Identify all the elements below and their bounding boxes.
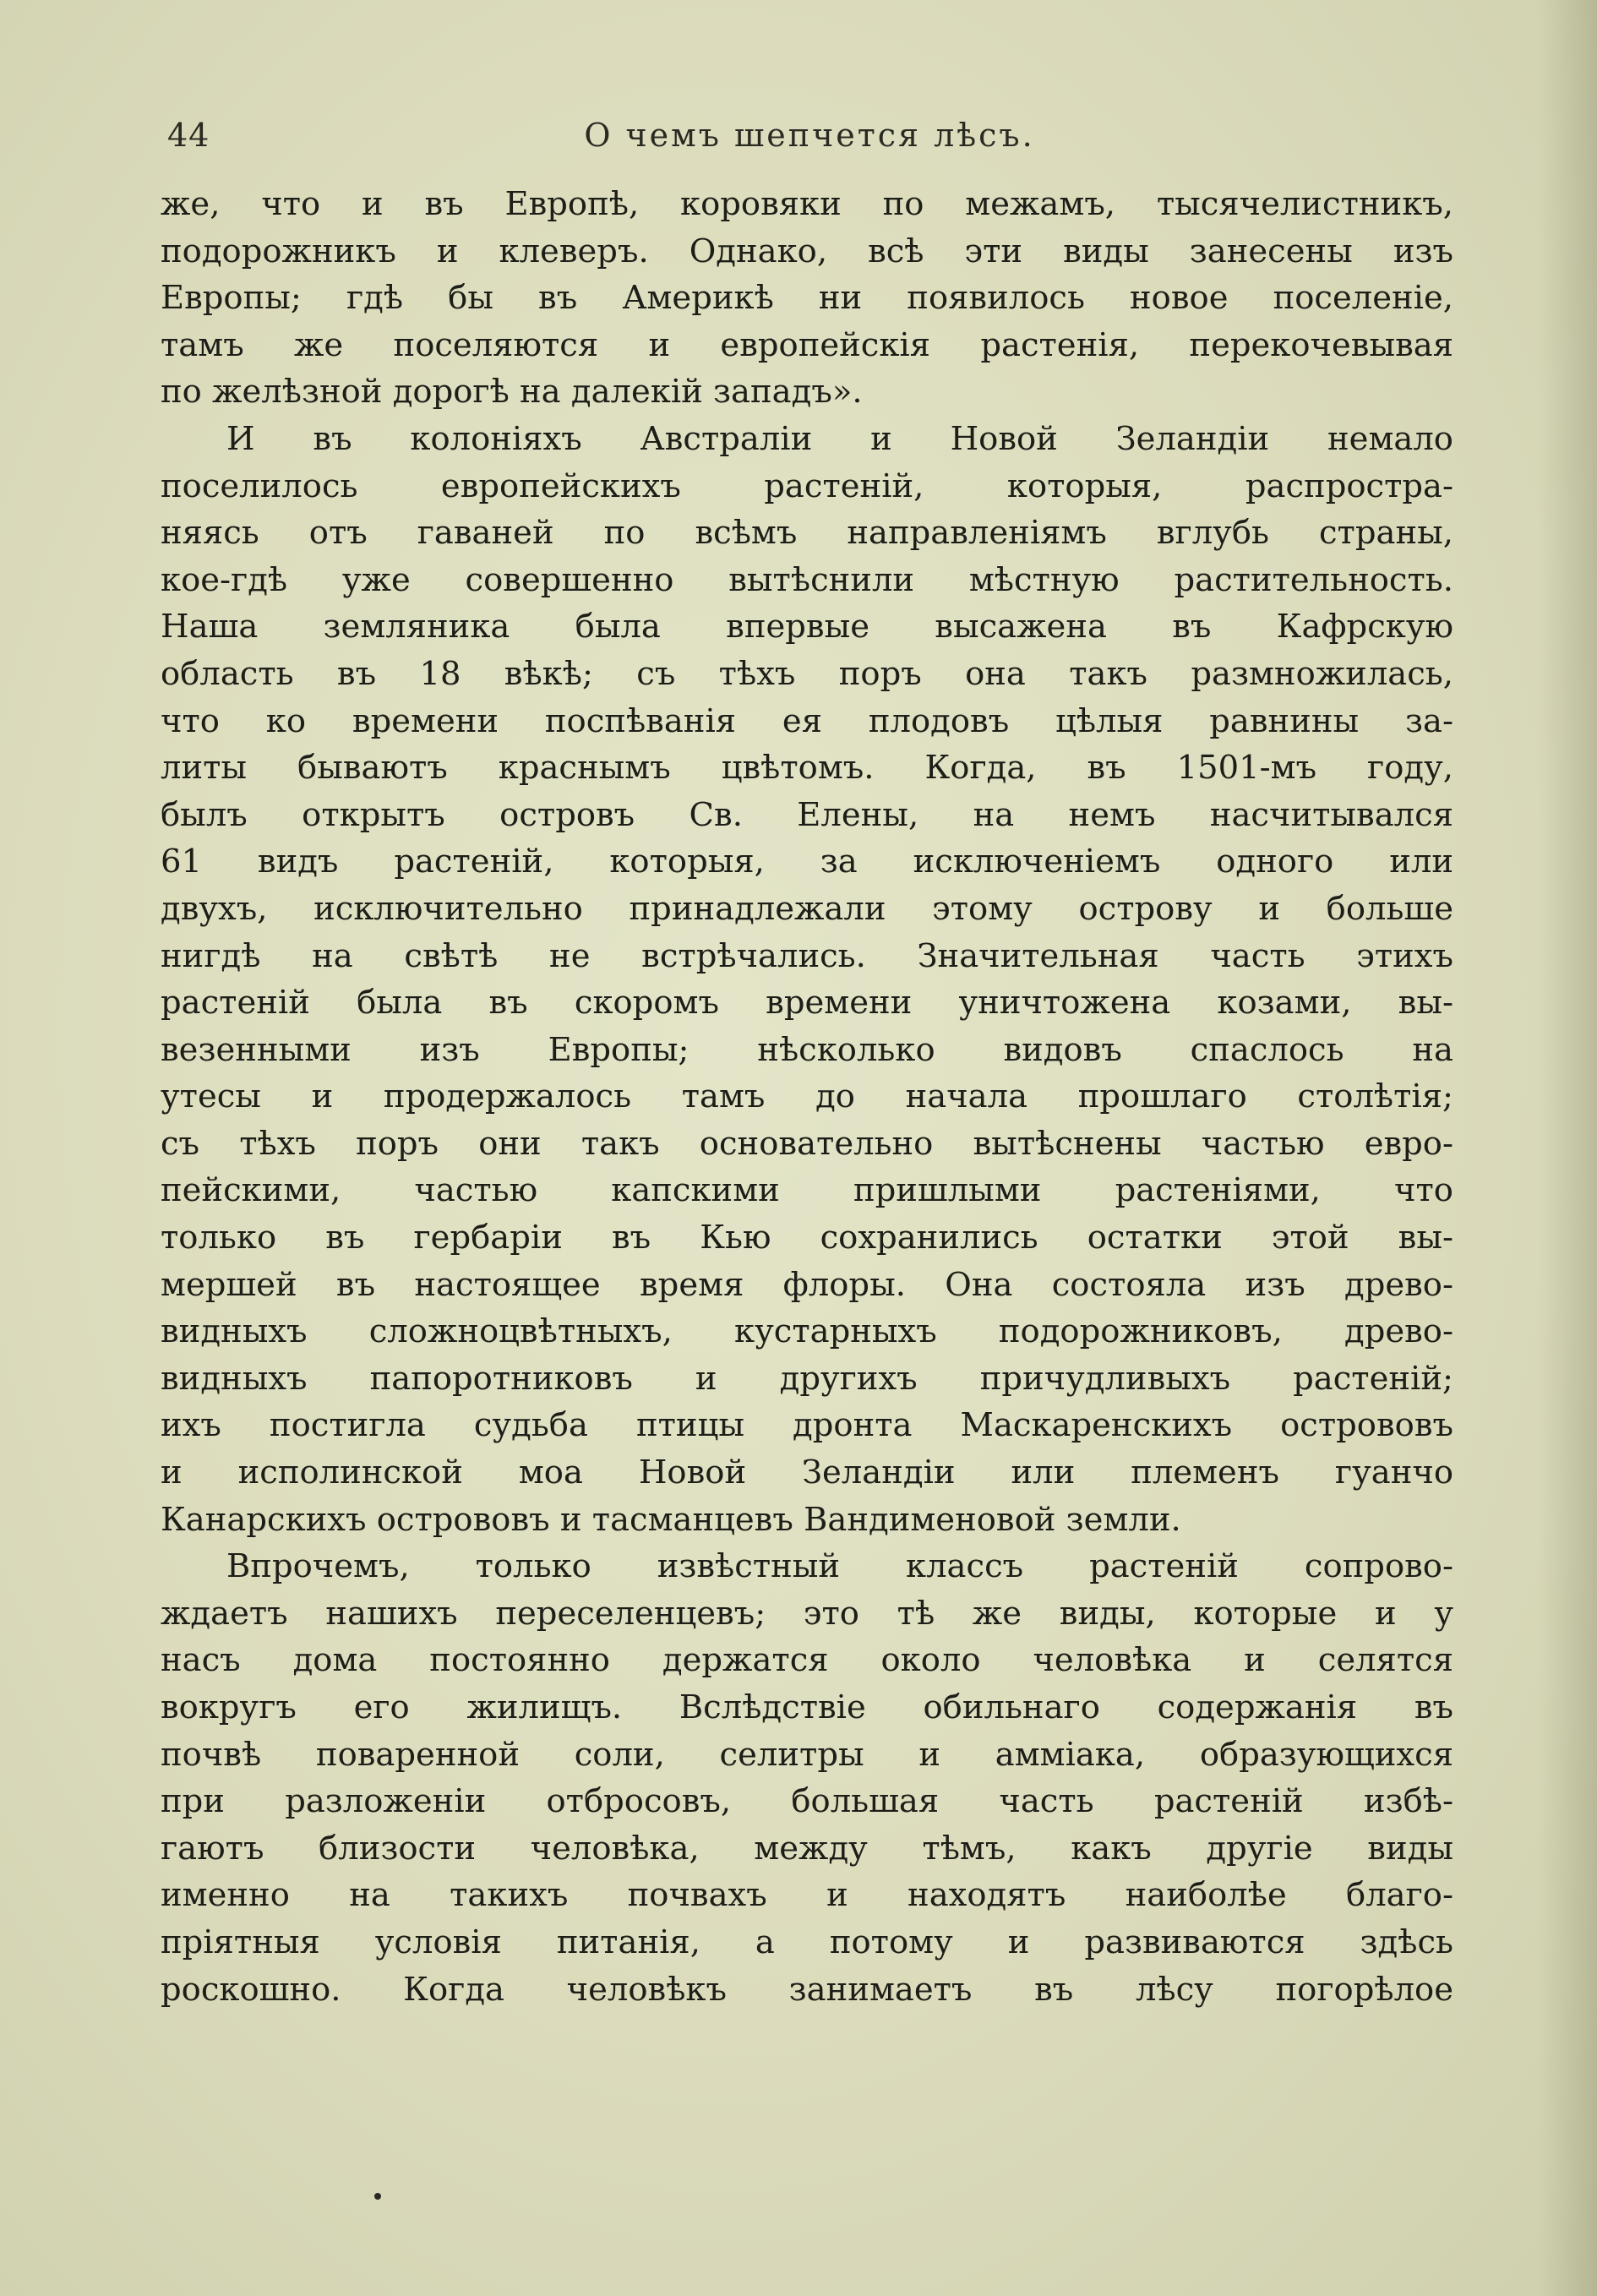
page-header — [167, 117, 1452, 167]
text-line: видныхъ сложноцвѣтныхъ, кустарныхъ подорожниковъ, древо- — [161, 1312, 1453, 1351]
text-line: былъ открытъ островъ Св. Елены, на немъ насчитывался — [161, 795, 1453, 834]
text-line: литы бываютъ краснымъ цвѣтомъ. Когда, въ 1501-мъ году, — [161, 749, 1453, 788]
text-line: утесы и продержалось тамъ до начала прошлаго столѣтія; — [161, 1077, 1453, 1116]
text-line: кое-гдѣ уже совершенно вытѣснили мѣстную растительность. — [161, 560, 1453, 599]
text-line: И въ колоніяхъ Австраліи и Новой Зеландіи немало — [226, 419, 1453, 458]
text-line: гаютъ близости человѣка, между тѣмъ, какъ другіе виды — [161, 1829, 1453, 1868]
text-line: только въ гербаріи въ Кью сохранились остатки этой вы- — [161, 1219, 1453, 1257]
text-line: Европы; гдѣ бы въ Америкѣ ни появилось новое поселеніе, — [161, 279, 1453, 318]
text-line: везенными изъ Европы; нѣсколько видовъ спаслось на — [161, 1030, 1453, 1069]
text-line: ждаетъ нашихъ переселенцевъ; это тѣ же виды, которые и у — [161, 1594, 1453, 1633]
text-line: что ко времени поспѣванія ея плодовъ цѣлыя равнины за- — [161, 701, 1453, 740]
text-line: поселилось европейскихъ растеній, которыя, распростра- — [161, 466, 1453, 505]
running-title: О чемъ шепчется лѣсъ. — [584, 117, 1035, 154]
text-line: съ тѣхъ поръ они такъ основательно вытѣснены частью евро- — [161, 1124, 1453, 1163]
body-text — [161, 181, 1453, 2013]
text-line: видныхъ папоротниковъ и другихъ причудливыхъ растеній; — [161, 1359, 1453, 1398]
text-line: же, что и въ Европѣ, коровяки по межамъ, тысячелистникъ, — [161, 185, 1453, 223]
text-line: вокругъ его жилищъ. Вслѣдствіе обильнаго содержанія въ — [161, 1688, 1453, 1726]
ink-speck — [374, 2193, 381, 2200]
text-line: при разложеніи отбросовъ, большая часть растеній избѣ- — [161, 1782, 1453, 1821]
text-line: пейскими, частью капскими пришлыми растеніями, что — [161, 1171, 1453, 1210]
text-line: насъ дома постоянно держатся около человѣка и селятся — [161, 1641, 1453, 1680]
text-line: няясь отъ гаваней по всѣмъ направленіямъ вглубь страны, — [161, 514, 1453, 553]
text-line: Канарскихъ острововъ и тасманцевъ Вандименовой земли. — [161, 1500, 1181, 1539]
page-gutter-shadow — [1538, 0, 1597, 2296]
text-line: пріятныя условія питанія, а потому и развиваются здѣсь — [161, 1922, 1453, 1961]
text-line: область въ 18 вѣкѣ; съ тѣхъ поръ она такъ размножилась, — [161, 654, 1453, 693]
text-line: ихъ постигла судьба птицы дронта Маскаренскихъ острововъ — [161, 1406, 1453, 1445]
text-line: мершей въ настоящее время флоры. Она состояла изъ древо- — [161, 1265, 1453, 1304]
text-line: роскошно. Когда человѣкъ занимаетъ въ лѣсу погорѣлое — [161, 1970, 1453, 2009]
text-line: подорожникъ и клеверъ. Однако, всѣ эти виды занесены изъ — [161, 232, 1453, 270]
page-number: 44 — [167, 117, 210, 154]
text-line: 61 видъ растеній, которыя, за исключеніемъ одного или — [161, 843, 1453, 881]
text-line: почвѣ поваренной соли, селитры и амміака, образующихся — [161, 1735, 1453, 1774]
text-line: Впрочемъ, только извѣстный классъ растеній сопрово- — [226, 1547, 1453, 1586]
text-line: именно на такихъ почвахъ и находятъ наиболѣе благо- — [161, 1876, 1453, 1915]
text-line: тамъ же поселяются и европейскія растенія, перекочевывая — [161, 325, 1453, 364]
text-line: по желѣзной дорогѣ на далекій западъ». — [161, 373, 863, 412]
text-line: нигдѣ на свѣтѣ не встрѣчались. Значительная часть этихъ — [161, 936, 1453, 975]
text-line: растеній была въ скоромъ времени уничтожена козами, вы- — [161, 984, 1453, 1023]
text-line: двухъ, исключительно принадлежали этому острову и больше — [161, 889, 1453, 928]
text-line: Наша земляника была впервые высажена въ Кафрскую — [161, 608, 1453, 646]
text-line: и исполинской моа Новой Зеландіи или племенъ гуанчо — [161, 1453, 1453, 1492]
